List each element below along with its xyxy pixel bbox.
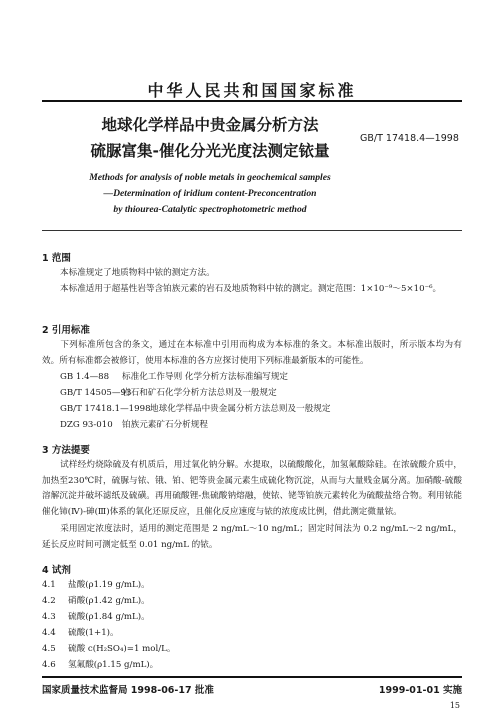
standard-header: 中华人民共和国国家标准 xyxy=(147,81,357,100)
section-2-heading: 2 引用标准 xyxy=(42,325,90,336)
section-1-para-1-text: 本标准规定了地质物料中铱的测定方法。 xyxy=(60,268,215,278)
reference-item xyxy=(60,370,288,382)
header-rule xyxy=(42,100,462,102)
section-2-para-1-text: 下列标准所包含的条文，通过在本标准中引用而构成为本标准的条文。本标准出版时，所示版本均为有效。所有标准都会被修订，使用本标准的各方应探讨使用下列标准最新版本的可能性。 xyxy=(42,340,462,366)
reference-code: GB/T 14505—93 xyxy=(60,388,132,398)
section-3-heading: 3 方法提要 xyxy=(42,445,90,456)
reagent-number: 4.6 xyxy=(42,660,56,670)
reagent-text: 硝酸(ρ1.42 g/mL)。 xyxy=(68,596,150,606)
title-en-line3: by thiourea-Catalytic spectrophotometric method xyxy=(113,204,307,215)
section-3-para-2-text: 采用固定浓度法时，适用的测定范围是 2 ng/mL～10 ng/mL；固定时间法为 0.2 ng/mL～2 ng/mL，延长反应时间可测定低至 0.01 ng/mL 的铱。 xyxy=(42,524,462,550)
title-en-line2: —Determination of iridium content-Preconcentration xyxy=(103,188,317,199)
reference-title: 铂族元素矿石分析规程 xyxy=(122,420,208,430)
reference-item xyxy=(60,418,208,430)
reagent-item xyxy=(42,626,119,638)
title-cn-line2: 硫脲富集-催化分光光度法测定铱量 xyxy=(90,142,330,160)
section-2-para-1 xyxy=(42,338,462,369)
title-en-line1: Methods for analysis of noble metals in geochemical samples xyxy=(89,172,331,183)
reagent-number: 4.2 xyxy=(42,596,56,606)
footer-rule xyxy=(42,676,462,678)
reference-item xyxy=(60,402,330,414)
reagent-text: 氢氟酸(ρ1.15 g/mL)。 xyxy=(68,660,159,670)
title-rule xyxy=(42,230,462,231)
reagent-number: 4.5 xyxy=(42,644,56,654)
implementation-text: 1999-01-01 实施 xyxy=(378,685,462,696)
approval-text: 国家质量技术监督局 1998-06-17 批准 xyxy=(42,685,214,696)
reagent-item xyxy=(42,658,158,670)
section-3-para-1-text: 试样经灼烧除硫及有机质后，用过氧化钠分解。水提取，以硫酸酸化，加氢氟酸除硅。在浓硫酸介质中，加热至230℃时，硫脲与铱、锇、铂、钯等贵金属元素生成硫化物沉淀，从而与大量贱金属分离。加硝酸-硫酸溶解沉淀并破坏滤纸及硫磺。再用硫酸锂-焦硫酸钠熔融，使铱、铑等铂族元素转化为硫酸盐络合物。利用铱能催化铈(Ⅳ)-砷(Ⅲ)体系的氧化还原反应，且催化反应速度与铱的浓度成比例，借此测定微量铱。 xyxy=(42,460,462,517)
reagent-text: 硫酸(ρ1.84 g/mL)。 xyxy=(68,612,150,622)
reference-code: GB/T 17418.1—1998 xyxy=(60,404,151,414)
reference-code: DZG 93-010 xyxy=(60,420,113,430)
reagent-item xyxy=(42,642,175,654)
reagent-item xyxy=(42,610,150,622)
reagent-item xyxy=(42,594,150,606)
page-number: 15 xyxy=(449,701,460,710)
reference-title: 地球化学样品中贵金属分析方法总则及一般规定 xyxy=(150,404,331,414)
reagent-text: 盐酸(ρ1.19 g/mL)。 xyxy=(68,580,150,590)
title-cn-line1: 地球化学样品中贵金属分析方法 xyxy=(101,116,319,134)
reagent-text: 硫酸 c(H₂SO₄)=1 mol/L。 xyxy=(68,644,176,654)
reagent-text: 硫酸(1+1)。 xyxy=(68,628,119,638)
reagent-number: 4.3 xyxy=(42,612,56,622)
section-3-para-2 xyxy=(42,522,462,553)
section-1-para-2 xyxy=(42,282,462,298)
reagent-number: 4.1 xyxy=(42,580,56,590)
section-3-para-1 xyxy=(42,458,462,520)
reagent-item xyxy=(42,578,150,590)
section-1-para-1 xyxy=(42,266,462,282)
section-4-heading: 4 试剂 xyxy=(42,565,71,576)
section-1-heading: 1 范围 xyxy=(42,253,71,264)
section-1-para-2-text: 本标准适用于超基性岩等含铂族元素的岩石及地质物料中铱的测定。测定范围：1×10⁻⁹～5×10⁻⁶。 xyxy=(60,284,442,294)
reference-item xyxy=(60,386,277,398)
reagent-number: 4.4 xyxy=(42,628,56,638)
reference-code: GB 1.4—88 xyxy=(60,372,110,382)
reference-title: 标准化工作导则 化学分析方法标准编写规定 xyxy=(122,372,289,382)
reference-title: 岩石和矿石化学分析方法总则及一般规定 xyxy=(122,388,277,398)
standard-number: GB/T 17418.4—1998 xyxy=(360,133,459,144)
